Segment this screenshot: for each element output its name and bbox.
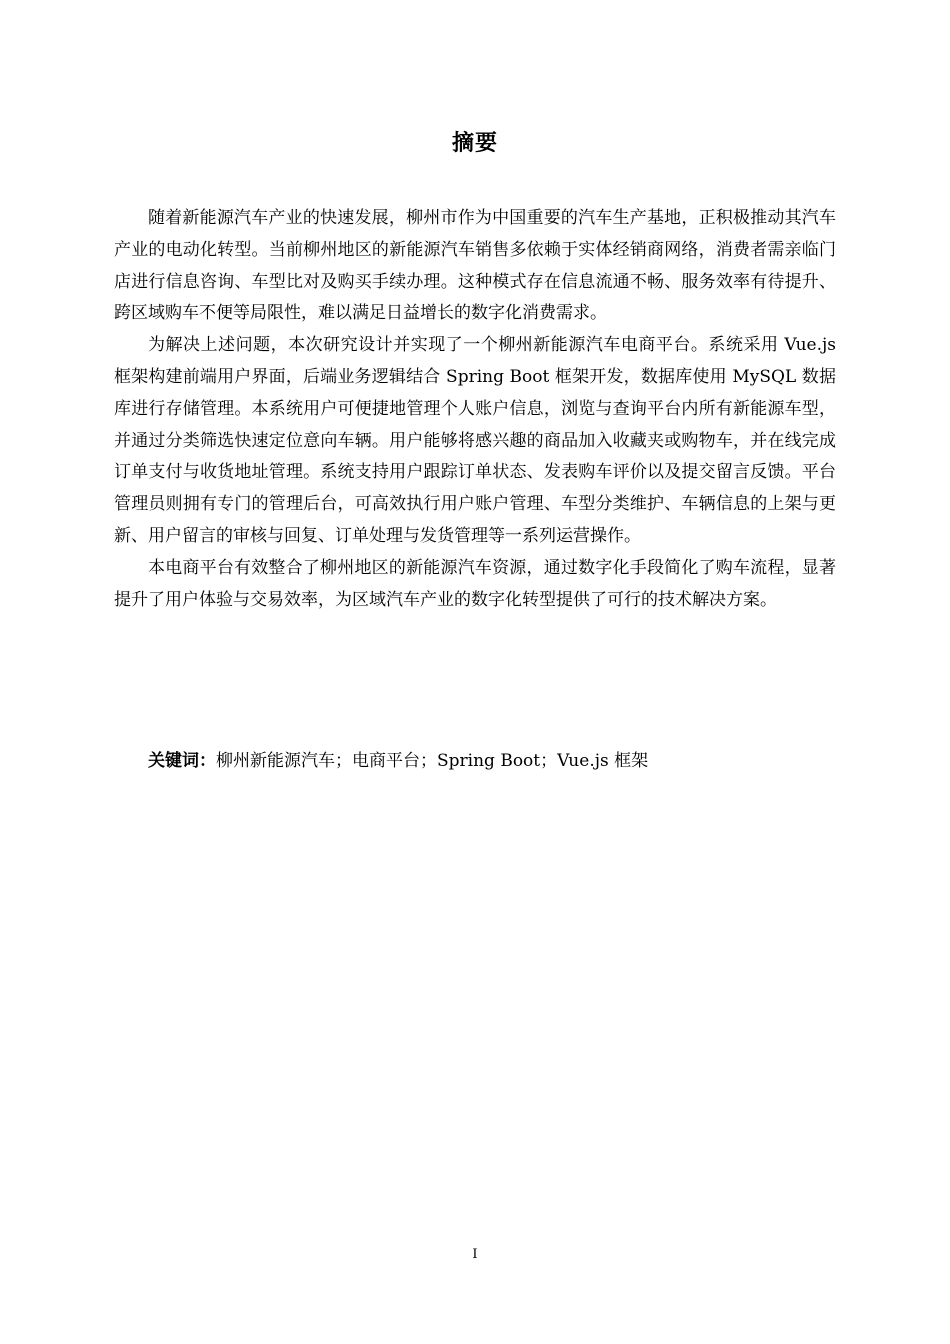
- keywords-line: [114, 746, 836, 778]
- abstract-body: [114, 203, 836, 616]
- abstract-paragraph-3: 本电商平台有效整合了柳州地区的新能源汽车资源，通过数字化手段简化了购车流程，显著提升了用户体验与交易效率，为区域汽车产业的数字化转型提供了可行的技术解决方案。: [114, 557, 836, 610]
- page-title: 摘要: [451, 131, 498, 156]
- keywords-text: 柳州新能源汽车；电商平台；Spring Boot；Vue.js 框架: [216, 751, 649, 771]
- abstract-paragraph-2: 为解决上述问题，本次研究设计并实现了一个柳州新能源汽车电商平台。系统采用 Vue.js 框架构建前端用户界面，后端业务逻辑结合 Spring Boot 框架开发，数据库使用 MySQL 数据库进行存储管理。本系统用户可便捷地管理个人账户信息，浏览与查询平台内所有新能源车型，并通过分类筛选快速定位意向车辆。用户能够将感兴趣的商品加入收藏夹或购物车，并在线完成订单支付与收货地址管理。系统支持用户跟踪订单状态、发表购车评价以及提交留言反馈。平台管理员则拥有专门的管理后台，可高效执行用户账户管理、车型分类维护、车辆信息的上架与更新、用户留言的审核与回复、订单处理与发货管理等一系列运营操作。: [114, 335, 836, 546]
- abstract-paragraph-1: 随着新能源汽车产业的快速发展，柳州市作为中国重要的汽车生产基地，正积极推动其汽车产业的电动化转型。当前柳州地区的新能源汽车销售多依赖于实体经销商网络，消费者需亲临门店进行信息咨询、车型比对及购买手续办理。这种模式存在信息流通不畅、服务效率有待提升、跨区域购车不便等局限性，难以满足日益增长的数字化消费需求。: [114, 208, 836, 324]
- page-number: I: [472, 1247, 478, 1262]
- keywords-label: 关键词：: [148, 751, 216, 771]
